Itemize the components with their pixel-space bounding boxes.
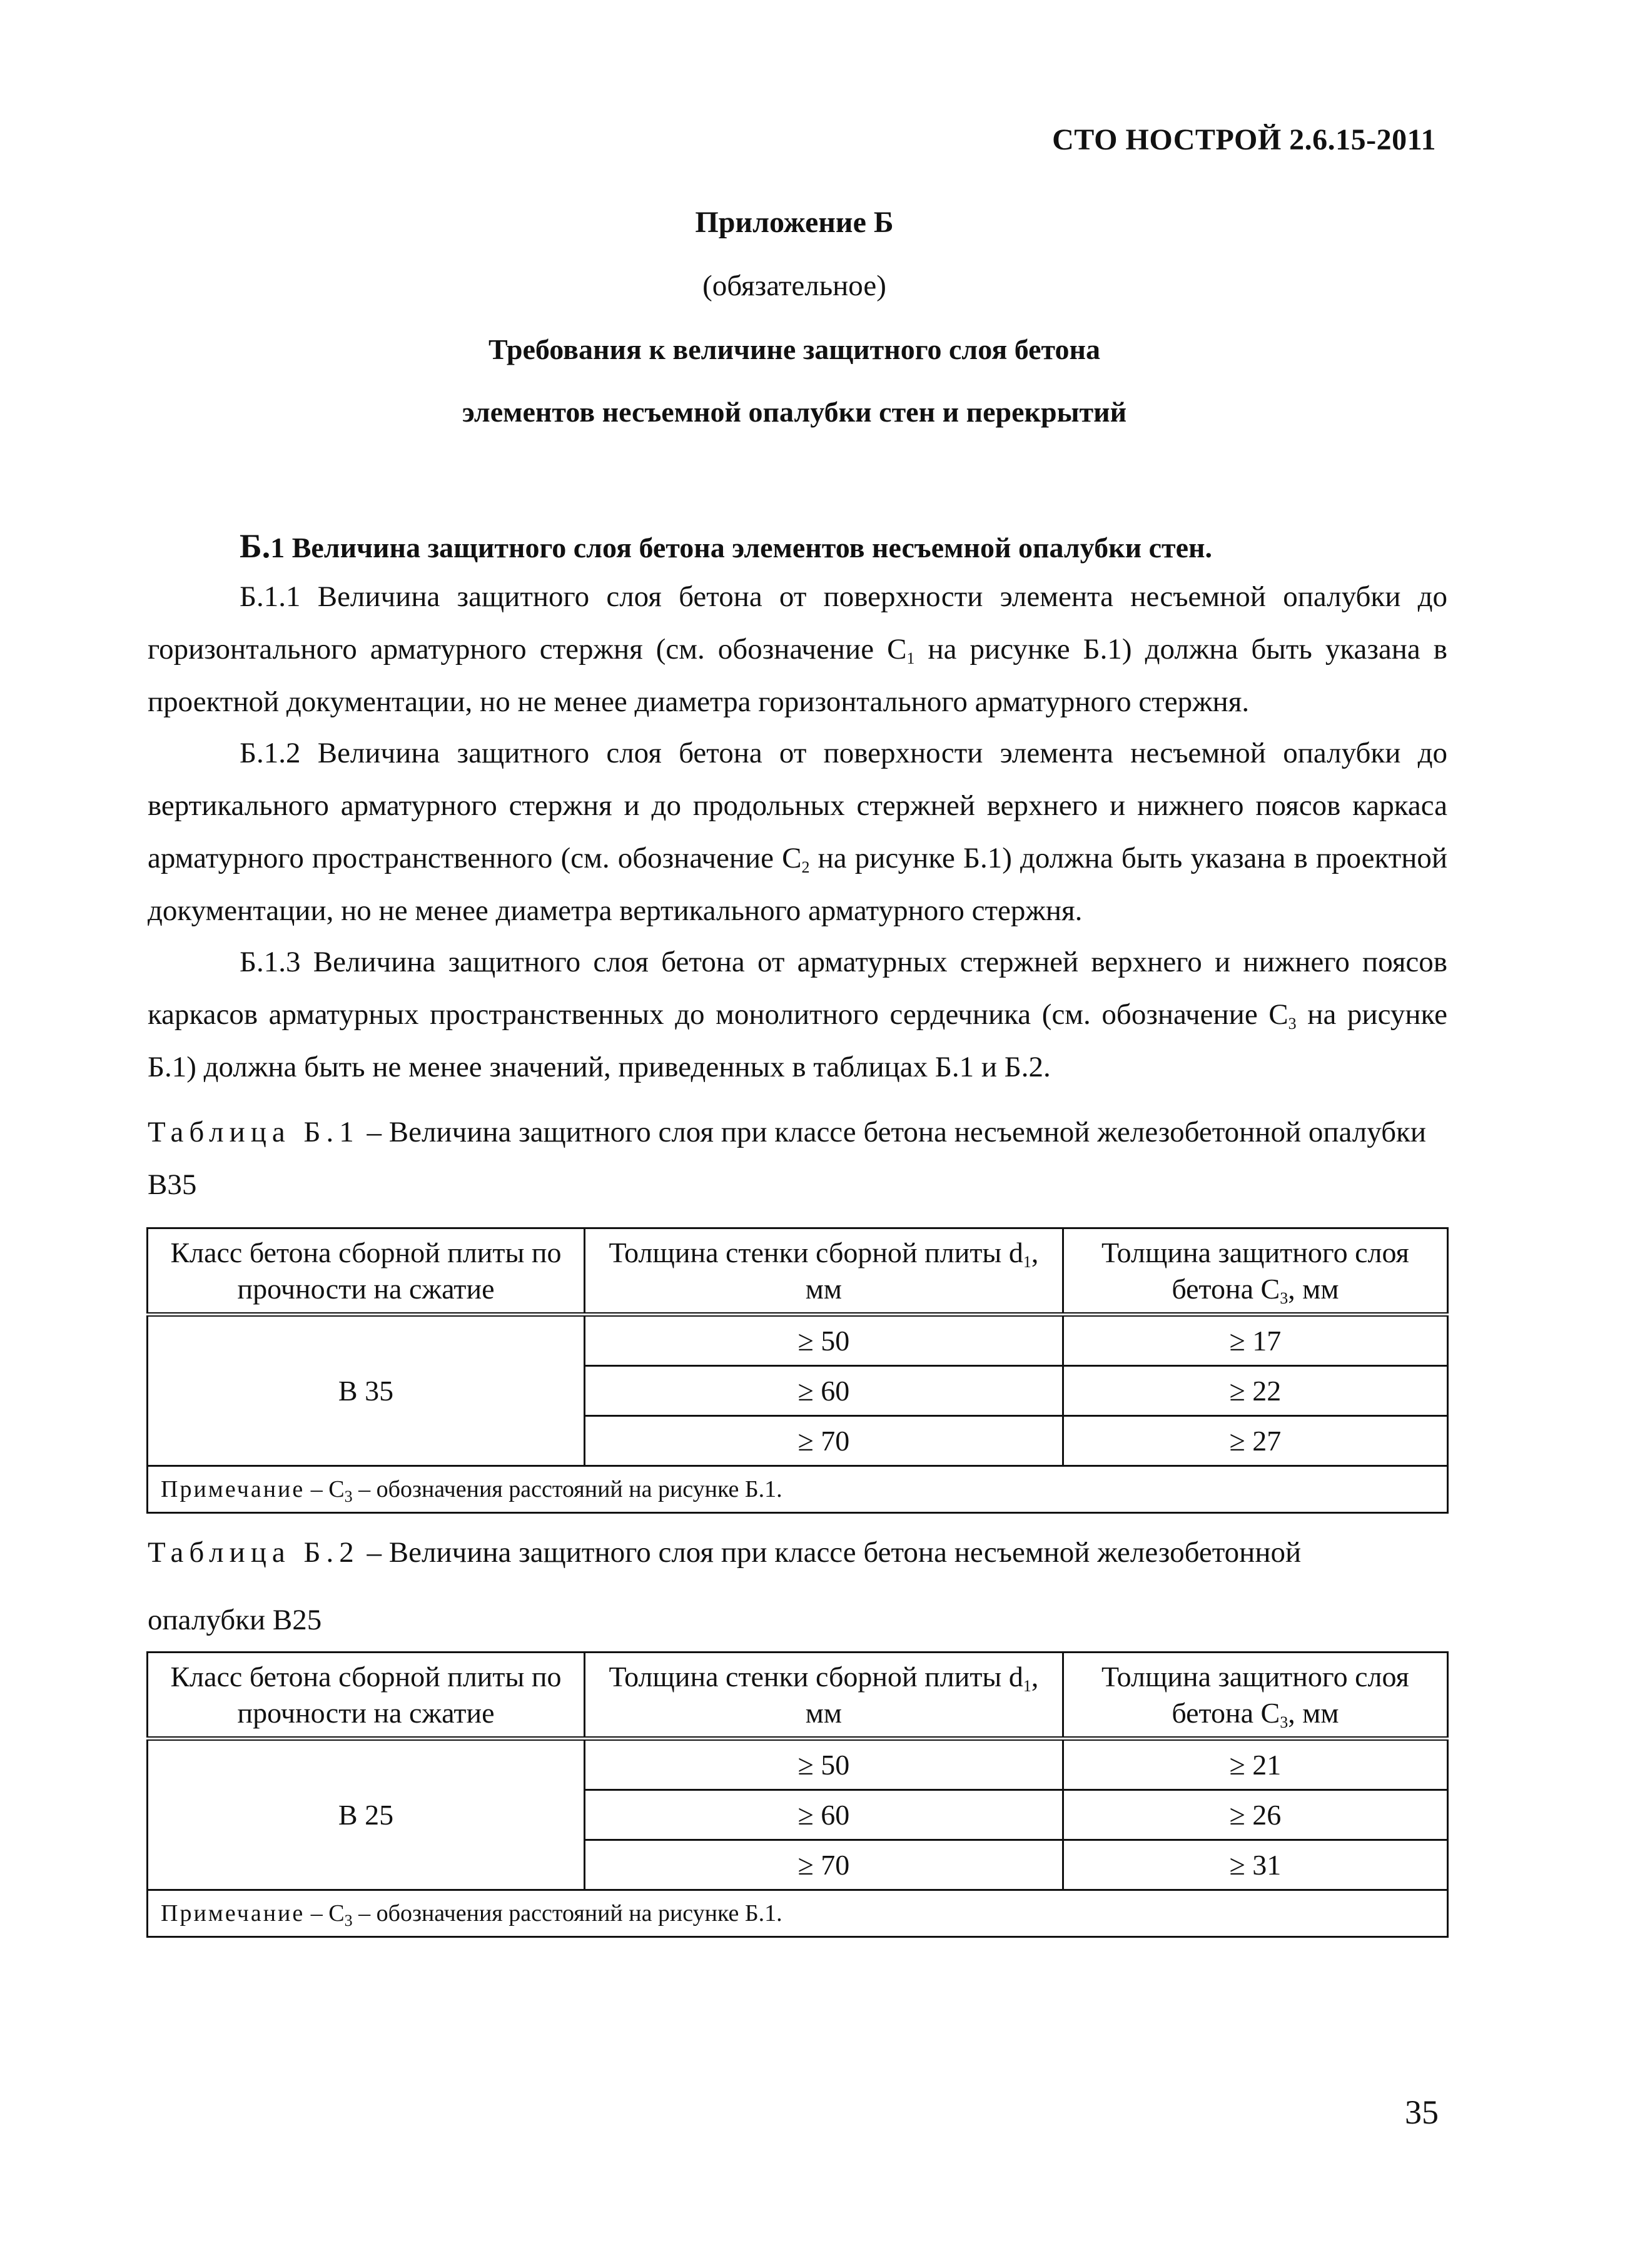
thickness-cell: ≥ 70 bbox=[585, 1840, 1063, 1890]
header-text: , мм bbox=[1288, 1696, 1339, 1729]
table-note-row bbox=[148, 1890, 1448, 1937]
note-text: – обозначения расстояний на рисунке Б.1. bbox=[352, 1476, 782, 1502]
thickness-cell: ≥ 50 bbox=[585, 1315, 1063, 1366]
appendix-heading-line1: Требования к величине защитного слоя бетона bbox=[488, 333, 1101, 365]
header-text: , мм bbox=[805, 1660, 1039, 1729]
paragraph-text: на рисунке Б.1) должна быть не менее значений, приведенных в таблицах Б.1 и Б.2. bbox=[148, 998, 1447, 1083]
subscript: 1 bbox=[906, 649, 915, 667]
subscript: 1 bbox=[1023, 1252, 1031, 1271]
page-number: 35 bbox=[1405, 2093, 1439, 2131]
paragraph-b-1-1 bbox=[148, 570, 1447, 728]
table2-caption bbox=[148, 1526, 1447, 1646]
note-label: Примечание bbox=[161, 1476, 305, 1502]
table1-caption-text: – Величина защитного слоя при классе бетона несъемной железобетонной опалубки В35 bbox=[148, 1116, 1427, 1201]
table1-caption-label: Таблица Б.1 bbox=[148, 1116, 360, 1148]
header-concrete-class: Класс бетона сборной плиты по прочности на сжатие bbox=[148, 1228, 585, 1315]
subscript: 3 bbox=[1280, 1288, 1288, 1307]
note-text: – обозначения расстояний на рисунке Б.1. bbox=[352, 1900, 782, 1926]
header-text: Толщина защитного слоя бетона С bbox=[1101, 1236, 1409, 1305]
header-concrete-class: Класс бетона сборной плиты по прочности на сжатие bbox=[148, 1653, 585, 1739]
header-text: , мм bbox=[805, 1236, 1039, 1305]
header-text: , мм bbox=[1288, 1272, 1339, 1305]
paragraph-text: на рисунке Б.1) должна быть указана в проектной документации, но не менее диаметра вертикального арматурного стержня. bbox=[148, 842, 1447, 927]
header-wall-thickness bbox=[585, 1228, 1063, 1315]
header-text: Толщина стенки сборной плиты d bbox=[609, 1660, 1023, 1693]
table-header-row bbox=[148, 1228, 1448, 1315]
table1-caption bbox=[148, 1106, 1447, 1211]
concrete-class-cell: В 25 bbox=[148, 1739, 585, 1890]
paragraph-text: Б.1.3 Величина защитного слоя бетона от арматурных стержней верхнего и нижнего поясов каркасов арматурных пространственных до монолитного сердечника (см. обозначение С bbox=[148, 946, 1447, 1031]
table-row bbox=[148, 1739, 1448, 1790]
cover-cell: ≥ 22 bbox=[1063, 1366, 1447, 1416]
header-text: Толщина стенки сборной плиты d bbox=[609, 1236, 1023, 1268]
subscript: 3 bbox=[1280, 1713, 1288, 1731]
cover-cell: ≥ 27 bbox=[1063, 1416, 1447, 1466]
table-note-row bbox=[148, 1466, 1448, 1513]
header-text: Толщина защитного слоя бетона С bbox=[1101, 1660, 1409, 1729]
table-b2 bbox=[146, 1651, 1449, 1938]
table2-caption-text: – Величина защитного слоя при классе бетона несъемной железобетонной bbox=[359, 1536, 1302, 1569]
subscript: 2 bbox=[801, 858, 810, 876]
paragraph-b-1-3 bbox=[148, 936, 1447, 1093]
subscript: 3 bbox=[344, 1487, 353, 1506]
table-note bbox=[148, 1890, 1448, 1937]
appendix-title: Приложение Б bbox=[695, 206, 894, 239]
appendix-heading-line2: элементов несъемной опалубки стен и перекрытий bbox=[462, 396, 1127, 428]
section-heading bbox=[240, 527, 1212, 565]
concrete-class-cell: В 35 bbox=[148, 1315, 585, 1466]
paragraph-text: Б.1.1 Величина защитного слоя бетона от поверхности элемента несъемной опалубки до горизонтального арматурного стержня (см. обозначение С bbox=[148, 580, 1447, 666]
cover-cell: ≥ 26 bbox=[1063, 1790, 1447, 1840]
table-b1 bbox=[146, 1227, 1449, 1514]
subscript: 3 bbox=[1288, 1015, 1297, 1033]
document-code: СТО НОСТРОЙ 2.6.15-2011 bbox=[1052, 123, 1436, 156]
header-wall-thickness bbox=[585, 1653, 1063, 1739]
note-label: Примечание bbox=[161, 1900, 305, 1926]
paragraph-text: на рисунке Б.1) должна быть указана в проектной документации, но не менее диаметра горизонтального арматурного стержня. bbox=[148, 633, 1447, 718]
table2-caption-label: Таблица Б.2 bbox=[148, 1536, 360, 1569]
cover-cell: ≥ 17 bbox=[1063, 1315, 1447, 1366]
cover-cell: ≥ 21 bbox=[1063, 1739, 1447, 1790]
thickness-cell: ≥ 60 bbox=[585, 1366, 1063, 1416]
section-number: Б. bbox=[240, 527, 271, 565]
table2-caption-line2: опалубки В25 bbox=[148, 1604, 322, 1636]
header-cover-thickness bbox=[1063, 1653, 1447, 1739]
section-title: 1 Величина защитного слоя бетона элементов несъемной опалубки стен. bbox=[270, 532, 1213, 564]
thickness-cell: ≥ 50 bbox=[585, 1739, 1063, 1790]
table-row bbox=[148, 1315, 1448, 1366]
subscript: 3 bbox=[344, 1911, 353, 1930]
thickness-cell: ≥ 60 bbox=[585, 1790, 1063, 1840]
appendix-status: (обязательное) bbox=[702, 270, 886, 302]
note-text: – С bbox=[305, 1900, 345, 1926]
table-note bbox=[148, 1466, 1448, 1513]
cover-cell: ≥ 31 bbox=[1063, 1840, 1447, 1890]
note-text: – С bbox=[305, 1476, 345, 1502]
thickness-cell: ≥ 70 bbox=[585, 1416, 1063, 1466]
subscript: 1 bbox=[1023, 1676, 1031, 1695]
paragraph-text: Б.1.2 Величина защитного слоя бетона от поверхности элемента несъемной опалубки до вертикального арматурного стержня и до продольных стержней верхнего и нижнего поясов каркаса арматурного пространственного (см. обозначение С bbox=[148, 737, 1447, 874]
table-header-row bbox=[148, 1653, 1448, 1739]
header-cover-thickness bbox=[1063, 1228, 1447, 1315]
paragraph-b-1-2 bbox=[148, 727, 1447, 937]
